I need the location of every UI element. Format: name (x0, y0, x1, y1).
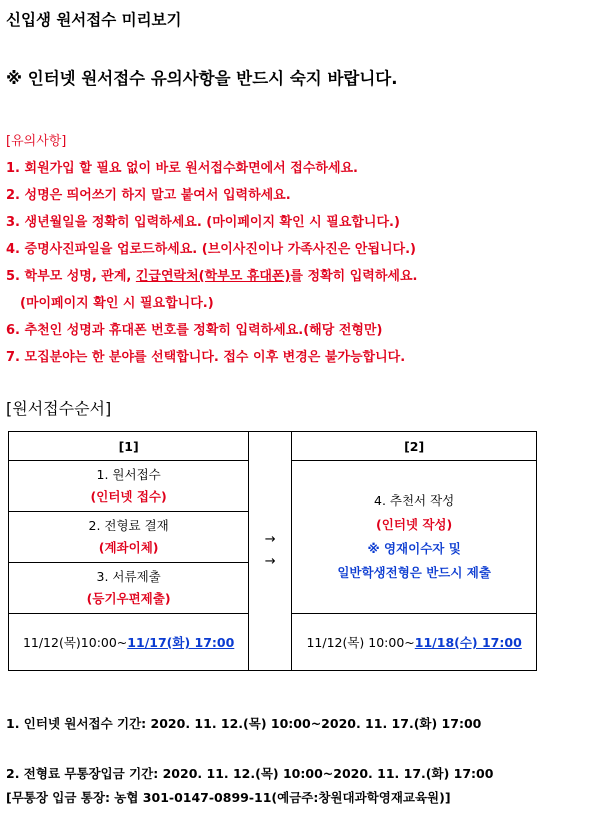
caution-item: 2. 성명은 띄어쓰기 하지 말고 붙여서 입력하세요. (6, 188, 291, 203)
caution-item-5-cont: (마이페이지 확인 시 필요합니다.) (20, 296, 214, 311)
notice-heading: ※ 인터넷 원서접수 유의사항을 반드시 숙지 바랍니다. (6, 69, 398, 88)
step-label: 1. 원서접수 (96, 467, 161, 482)
caution-header: [유의사항] (6, 134, 67, 149)
step-3 (9, 563, 249, 614)
step-4 (292, 461, 537, 614)
date-start: 11/12(목) 10:00~ (306, 635, 415, 650)
col2-dates (292, 614, 537, 671)
fee-period: 2. 전형료 무통장입금 기간: 2020. 11. 12.(목) 10:00~2020. 11. 17.(화) 17:00 (6, 766, 494, 781)
internet-period: 1. 인터넷 원서접수 기간: 2020. 11. 12.(목) 10:00~2020. 11. 17.(화) 17:00 (6, 716, 482, 731)
step-note: ※ 영재이수자 및 (367, 541, 461, 556)
caution-item-5 (6, 263, 417, 290)
col1-dates (9, 614, 249, 671)
date-end-link[interactable]: 11/18(수) 17:00 (414, 635, 522, 650)
caution-item: 6. 추천인 성명과 휴대폰 번호를 정확히 입력하세요.(해당 전형만) (6, 323, 383, 338)
step-label: 3. 서류제출 (96, 569, 161, 584)
step-label: 4. 추천서 작성 (374, 493, 455, 508)
step-sub: (인터넷 작성) (376, 517, 453, 532)
step-2 (9, 512, 249, 563)
caution-item: 3. 생년월일을 정확히 입력하세요. (마이페이지 확인 시 필요합니다.) (6, 215, 400, 230)
step-sub: (등기우편제출) (86, 591, 171, 606)
step-1 (9, 461, 249, 512)
arrow-icon: → (264, 554, 276, 569)
date-end-link[interactable]: 11/17(화) 17:00 (127, 635, 235, 650)
arrow-icon: → (264, 532, 276, 547)
step-note: 일반학생전형은 반드시 제출 (337, 565, 491, 580)
col1-header: [1] (9, 432, 249, 461)
col2-header: [2] (292, 432, 537, 461)
caution-item: 4. 증명사진파일을 업로드하세요. (브이사진이나 가족사진은 안됩니다.) (6, 242, 416, 257)
emergency-contact-text: 긴급연락처(학부모 휴대폰) (135, 269, 291, 284)
page-title: 신입생 원서접수 미리보기 (6, 11, 182, 29)
process-table (8, 431, 537, 671)
process-title: [원서접수순서] (6, 399, 112, 418)
arrow-cell (249, 432, 292, 671)
caution-item-5-post: 를 정확히 입력하세요. (290, 269, 418, 284)
caution-item-5-pre: 5. 학부모 성명, 관계, (6, 269, 136, 284)
step-sub: (인터넷 접수) (90, 489, 167, 504)
bank-account: [무통장 입금 통장: 농협 301-0147-0899-11(예금주:창원대과학영재교육원)] (6, 790, 451, 805)
date-start: 11/12(목)10:00~ (22, 635, 128, 650)
step-label: 2. 전형료 결재 (88, 518, 169, 533)
caution-list (6, 128, 417, 371)
caution-item: 7. 모집분야는 한 분야를 선택합니다. 접수 이후 변경은 불가능합니다. (6, 350, 406, 365)
caution-item: 1. 회원가입 할 필요 없이 바로 원서접수화면에서 접수하세요. (6, 161, 358, 176)
step-sub: (계좌이체) (98, 540, 159, 555)
